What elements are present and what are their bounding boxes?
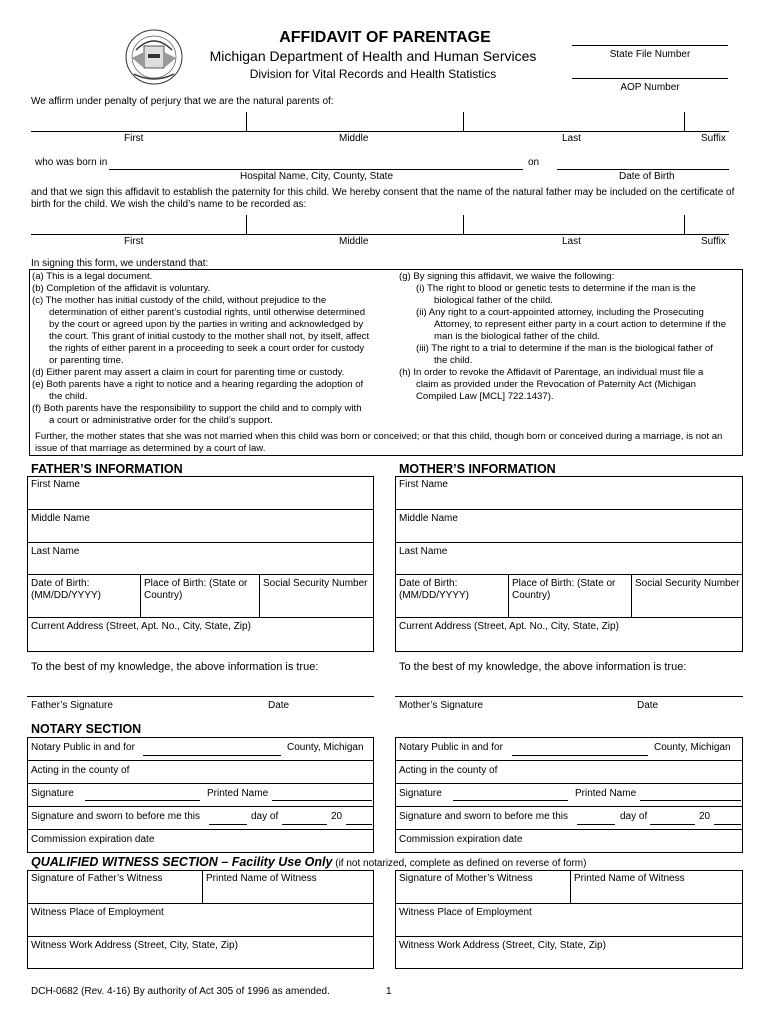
father-acting-county-field[interactable] — [140, 761, 372, 782]
father-commission-label: Commission expiration date — [31, 834, 155, 845]
term-h: (h) In order to revoke the Affidavit of Parentage, an individual must file a — [399, 367, 704, 378]
father-last-name-field[interactable] — [27, 542, 374, 574]
terms-right-list — [399, 271, 726, 403]
father-sworn-month-field[interactable] — [282, 824, 327, 825]
last-label: Last — [562, 133, 581, 144]
mother-dob-label: Date of Birth: (MM/DD/YYYY) — [399, 578, 469, 601]
mother-last-name-field[interactable] — [395, 542, 743, 574]
mother-printed-name-label: Printed Name — [575, 788, 637, 799]
mother-acting-label: Acting in the county of — [399, 765, 498, 776]
department-name: Michigan Department of Health and Human Services — [209, 48, 537, 64]
term-c-line4: the court. This grant of initial custody to the mother shall not, by itself, affect — [49, 331, 370, 342]
mother-witness-printed-label: Printed Name of Witness — [574, 873, 685, 884]
term-g-ii-line2: Attorney, to represent either party in a court action to determine if the — [434, 319, 727, 330]
recorded-suffix-field[interactable] — [685, 215, 729, 234]
father-witness-employment-label: Witness Place of Employment — [31, 907, 164, 918]
father-witness-employment-field[interactable] — [27, 903, 374, 936]
understand-statement: In signing this form, we understand that: — [31, 258, 209, 269]
mother-sworn-label: Signature and sworn to before me this — [399, 811, 568, 822]
child-middle-name-field[interactable] — [247, 112, 463, 131]
term-g-ii: (ii) Any right to a court-appointed attorney, including the Prosecuting — [416, 307, 704, 318]
father-ssn-label: Social Security Number — [263, 578, 368, 589]
term-g-i: (i) The right to blood or genetic tests to determine if the man is the — [416, 283, 696, 294]
father-sworn-day-field[interactable] — [209, 824, 247, 825]
term-c-line2: determination of either parent’s custodial rights, until otherwise determined — [49, 307, 366, 318]
father-printed-name-label: Printed Name — [207, 788, 269, 799]
hospital-label: Hospital Name, City, County, State — [240, 171, 394, 182]
child-name-line — [31, 131, 729, 132]
father-middle-name-label: Middle Name — [31, 513, 90, 524]
mother-info-heading: MOTHER’S INFORMATION — [399, 462, 556, 476]
father-witness-address-label: Witness Work Address (Street, City, State, Zip) — [31, 940, 238, 951]
mother-pob-label: Place of Birth: (State or Country) — [512, 578, 616, 601]
term-c-line6: or parenting time. — [49, 355, 124, 366]
term-f: (f) Both parents have the responsibility to support the child and to comply with — [32, 403, 362, 414]
father-witness-printed-label: Printed Name of Witness — [206, 873, 317, 884]
witness-note: (if not notarized, complete as defined on reverse of form) — [335, 858, 587, 869]
father-signature-label: Father’s Signature — [31, 700, 113, 711]
father-date-label: Date — [268, 700, 290, 711]
date-of-birth-field[interactable] — [557, 169, 729, 170]
mother-witness-employment-label: Witness Place of Employment — [399, 907, 532, 918]
mother-acting-county-field[interactable] — [508, 761, 741, 782]
mother-day-of-label: day of — [620, 811, 648, 822]
mother-county-michigan-label: County, Michigan — [654, 742, 731, 753]
father-first-name-field[interactable] — [27, 476, 374, 509]
father-middle-name-field[interactable] — [27, 509, 374, 542]
division-name: Division for Vital Records and Health Statistics — [249, 67, 497, 81]
date-of-birth-label: Date of Birth — [619, 171, 675, 182]
terms-left-list — [32, 271, 369, 427]
mother-notary-county-field[interactable] — [512, 755, 648, 756]
mother-commission-label: Commission expiration date — [399, 834, 523, 845]
mother-address-field[interactable] — [395, 617, 743, 652]
mother-first-name-label: First Name — [399, 479, 448, 490]
further-statement: Further, the mother states that she was not married when this child was born or conceived; or that this child, though born or conceived during a marriage, is not an issue of that marriage as determined by a court of law. — [35, 431, 723, 454]
term-a: (a) This is a legal document. — [32, 271, 153, 282]
mother-witness-signature-field[interactable] — [395, 870, 570, 903]
aop-number-label: AOP Number — [620, 82, 680, 93]
mother-dob-field[interactable] — [395, 574, 508, 617]
mother-witness-signature-label: Signature of Mother’s Witness — [399, 873, 533, 884]
father-sworn-year-field[interactable] — [346, 824, 372, 825]
term-g-iii-line2: the child. — [434, 355, 473, 366]
mother-first-name-field[interactable] — [395, 476, 743, 509]
father-county-michigan-label: County, Michigan — [287, 742, 364, 753]
father-commission-field[interactable] — [160, 830, 372, 852]
affirm-statement: We affirm under penalty of perjury that we are the natural parents of: — [31, 96, 334, 107]
mother-pob-field[interactable] — [508, 574, 631, 617]
child-suffix-field[interactable] — [685, 112, 729, 131]
consent-statement: and that we sign this affidavit to establish the paternity for this child. We hereby consent that the name of the natural father may be included on the certificate of birth for the child. We wish the child’s name to be recorded as: — [31, 187, 735, 210]
father-year-label: 20 — [331, 811, 343, 822]
first-label: First — [124, 133, 144, 144]
mother-witness-employment-field[interactable] — [395, 903, 743, 936]
mother-last-name-label: Last Name — [399, 546, 448, 557]
term-h-line3: Compiled Law [MCL] 722.1437). — [416, 391, 554, 402]
born-in-label: who was born in — [35, 157, 108, 168]
father-witness-signature-label: Signature of Father’s Witness — [31, 873, 163, 884]
state-file-number-label: State File Number — [609, 49, 691, 60]
suffix-label-2: Suffix — [701, 236, 726, 247]
mother-witness-printed-field[interactable] — [570, 870, 743, 903]
child-last-name-field[interactable] — [464, 112, 684, 131]
father-notary-public-label: Notary Public in and for — [31, 742, 135, 753]
hospital-field[interactable] — [109, 169, 523, 170]
father-signature-line[interactable] — [27, 696, 374, 697]
on-label: on — [528, 157, 540, 168]
mother-witness-address-label: Witness Work Address (Street, City, State, Zip) — [399, 940, 606, 951]
mother-sworn-day-field[interactable] — [577, 824, 615, 825]
father-address-label: Current Address (Street, Apt. No., City, State, Zip) — [31, 621, 251, 632]
mother-signature-line[interactable] — [395, 696, 743, 697]
term-c-line3: by the court or agreed upon by the parties in writing and acknowledged by — [49, 319, 364, 330]
father-attest: To the best of my knowledge, the above information is true: — [31, 661, 319, 673]
term-e-line2: the child. — [49, 391, 88, 402]
father-address-field[interactable] — [27, 617, 374, 652]
father-notary-county-field[interactable] — [143, 755, 281, 756]
term-b: (b) Completion of the affidavit is voluntary. — [32, 283, 211, 294]
form-id-footer: DCH-0682 (Rev. 4-16) By authority of Act 305 of 1996 as amended. — [31, 986, 330, 997]
mother-commission-field[interactable] — [528, 830, 741, 852]
father-pob-field[interactable] — [140, 574, 259, 617]
father-witness-printed-field[interactable] — [202, 870, 374, 903]
child-first-name-field[interactable] — [31, 112, 246, 131]
mother-signature-label: Mother’s Signature — [399, 700, 484, 711]
recorded-first-name-field[interactable] — [31, 215, 246, 234]
child-recorded-name-line — [31, 234, 729, 235]
state-file-number-line[interactable] — [572, 45, 728, 46]
mother-sworn-month-field[interactable] — [650, 824, 695, 825]
term-g: (g) By signing this affidavit, we waive the following: — [399, 271, 615, 282]
mother-address-label: Current Address (Street, Apt. No., City, State, Zip) — [399, 621, 619, 632]
term-h-line2: claim as provided under the Revocation of Paternity Act (Michigan — [416, 379, 696, 390]
father-dob-field[interactable] — [27, 574, 140, 617]
term-f-line2: a court or administrative order for the child’s support. — [49, 415, 273, 426]
term-g-iii: (iii) The right to a trial to determine if the man is the biological father of — [416, 343, 713, 354]
middle-label: Middle — [339, 133, 369, 144]
mother-notary-signature-label: Signature — [399, 788, 442, 799]
mother-middle-name-field[interactable] — [395, 509, 743, 542]
father-printed-name-field[interactable] — [272, 800, 372, 801]
recorded-middle-name-field[interactable] — [247, 215, 463, 234]
notary-heading: NOTARY SECTION — [31, 722, 142, 736]
witness-heading: QUALIFIED WITNESS SECTION – Facility Use Only — [31, 855, 333, 869]
father-pob-label: Place of Birth: (State or Country) — [144, 578, 248, 601]
father-notary-signature-label: Signature — [31, 788, 74, 799]
mother-printed-name-field[interactable] — [640, 800, 741, 801]
mother-year-label: 20 — [699, 811, 711, 822]
father-witness-signature-field[interactable] — [27, 870, 202, 903]
term-c: (c) The mother has initial custody of the child, without prejudice to the — [32, 295, 327, 306]
father-dob-label: Date of Birth: (MM/DD/YYYY) — [31, 578, 101, 601]
father-last-name-label: Last Name — [31, 546, 80, 557]
father-sworn-label: Signature and sworn to before me this — [31, 811, 200, 822]
mother-attest: To the best of my knowledge, the above information is true: — [399, 661, 687, 673]
mother-notary-signature-field[interactable] — [453, 800, 568, 801]
witness-heading-row — [31, 856, 586, 870]
mother-sworn-year-field[interactable] — [714, 824, 741, 825]
page-number: 1 — [386, 986, 392, 997]
term-d: (d) Either parent may assert a claim in court for parenting time or custody. — [32, 367, 345, 378]
form-title: AFFIDAVIT OF PARENTAGE — [279, 29, 491, 46]
mother-notary-public-label: Notary Public in and for — [399, 742, 503, 753]
last-label-2: Last — [562, 236, 581, 247]
recorded-last-name-field[interactable] — [464, 215, 684, 234]
father-first-name-label: First Name — [31, 479, 80, 490]
father-acting-label: Acting in the county of — [31, 765, 130, 776]
term-e: (e) Both parents have a right to notice and a hearing regarding the adoption of — [32, 379, 364, 390]
aop-number-line[interactable] — [572, 78, 728, 79]
mother-date-label: Date — [637, 700, 659, 711]
father-witness-address-field[interactable] — [27, 936, 374, 969]
father-day-of-label: day of — [251, 811, 279, 822]
term-g-i-line2: biological father of the child. — [434, 295, 553, 306]
term-c-line5: the rights of either parent in a proceeding to seek a court order for custody — [49, 343, 365, 354]
mother-ssn-field[interactable] — [631, 574, 743, 617]
father-info-heading: FATHER’S INFORMATION — [31, 462, 183, 476]
suffix-label: Suffix — [701, 133, 726, 144]
term-g-ii-line3: man is the biological father of the child. — [434, 331, 600, 342]
father-ssn-field[interactable] — [259, 574, 374, 617]
first-label-2: First — [124, 236, 144, 247]
mother-middle-name-label: Middle Name — [399, 513, 458, 524]
father-notary-signature-field[interactable] — [85, 800, 200, 801]
mother-witness-address-field[interactable] — [395, 936, 743, 969]
middle-label-2: Middle — [339, 236, 369, 247]
mother-ssn-label: Social Security Number — [635, 578, 740, 589]
